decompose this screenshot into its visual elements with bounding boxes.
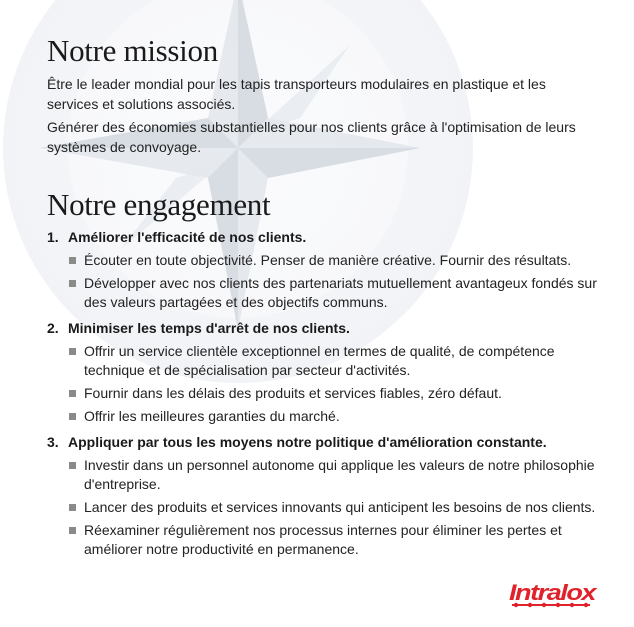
- intralox-logo: [508, 578, 600, 610]
- list-item-text: Lancer des produits et services innovants qui anticipent les besoins de nos clients.: [84, 499, 596, 515]
- mission-paragraph: Être le leader mondial pour les tapis transporteurs modulaires en plastique et les services et solutions associés.: [47, 76, 546, 112]
- section-number: 2.: [47, 320, 59, 336]
- list-item-text: Offrir un service clientèle exceptionnel en termes de qualité, de compétence technique et de spécialisation par secteur d'activités.: [84, 343, 555, 378]
- list-item: [47, 251, 607, 270]
- square-bullet-icon: [69, 390, 76, 397]
- list-item-text: Développer avec nos clients des partenariats mutuellement avantageux fondés sur des valeurs partagées et des objectifs communs.: [84, 275, 597, 310]
- list-item-text: Écouter en toute objectivité. Penser de manière créative. Fournir des résultats.: [84, 252, 572, 268]
- square-bullet-icon: [69, 280, 76, 287]
- list-item: [47, 456, 607, 494]
- square-bullet-icon: [69, 504, 76, 511]
- list-item-text: Fournir dans les délais des produits et services fiables, zéro défaut.: [84, 385, 502, 401]
- bullet-list: [47, 456, 607, 559]
- section-heading-text: Minimiser les temps d'arrêt de nos clients.: [68, 320, 350, 336]
- list-item-text: Réexaminer régulièrement nos processus internes pour éliminer les pertes et améliorer notre productivité en permanence.: [84, 522, 562, 557]
- section-number: 1.: [47, 229, 59, 245]
- engagement-section-3: [47, 432, 607, 559]
- section-heading: [47, 318, 607, 338]
- section-heading-text: Appliquer par tous les moyens notre politique d'amélioration constante.: [68, 434, 547, 450]
- square-bullet-icon: [69, 527, 76, 534]
- engagement-title: Notre engagement: [47, 187, 271, 222]
- list-item-text: Investir dans un personnel autonome qui applique les valeurs de notre philosophie d'entreprise.: [84, 457, 595, 492]
- list-item: [47, 342, 607, 380]
- square-bullet-icon: [69, 413, 76, 420]
- mission-title: Notre mission: [47, 33, 218, 68]
- bullet-list: [47, 342, 607, 426]
- section-heading: [47, 227, 607, 247]
- list-item: [47, 521, 607, 559]
- list-item: [47, 384, 607, 403]
- logo-text: Intralox: [509, 580, 598, 605]
- list-item-text: Offrir les meilleures garanties du marché.: [84, 408, 340, 424]
- engagement-section-1: [47, 227, 607, 312]
- square-bullet-icon: [69, 257, 76, 264]
- square-bullet-icon: [69, 462, 76, 469]
- mission-paragraph: Générer des économies substantielles pour nos clients grâce à l'optimisation de leurs systèmes de convoyage.: [47, 119, 576, 155]
- engagement-section-2: [47, 318, 607, 426]
- section-heading-text: Améliorer l'efficacité de nos clients.: [68, 229, 307, 245]
- list-item: [47, 274, 607, 312]
- list-item: [47, 407, 607, 426]
- square-bullet-icon: [69, 348, 76, 355]
- section-number: 3.: [47, 434, 59, 450]
- section-heading: [47, 432, 607, 452]
- bullet-list: [47, 251, 607, 312]
- list-item: [47, 498, 607, 517]
